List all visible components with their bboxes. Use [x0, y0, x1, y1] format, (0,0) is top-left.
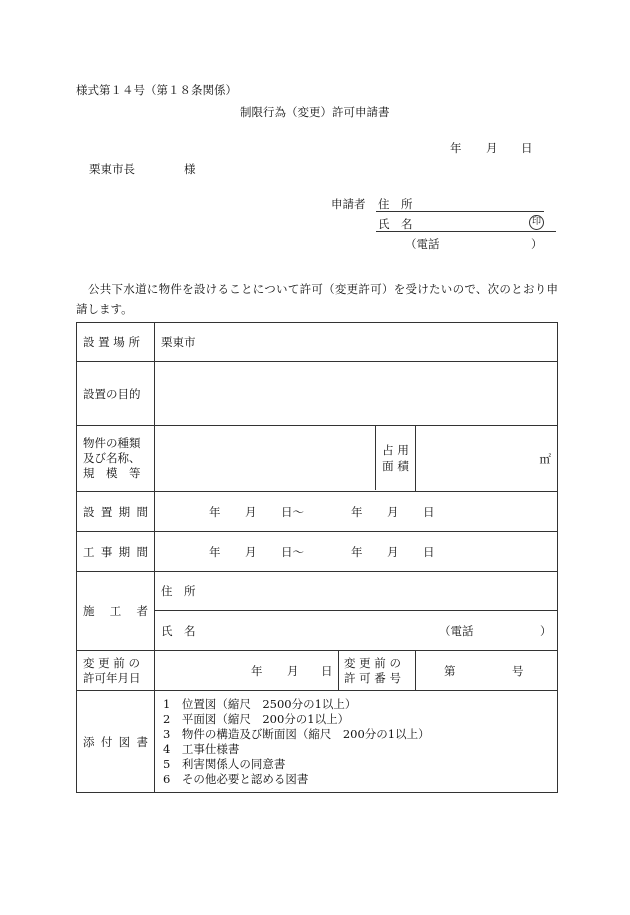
area-label-line-2: 面 積	[382, 459, 409, 473]
row-work-period	[77, 532, 558, 572]
install-to-month: 月	[387, 505, 399, 519]
row-location	[77, 323, 558, 362]
object-label-line-2: 及び名称、	[83, 451, 141, 465]
prior-date-year: 年	[251, 664, 263, 678]
prior-number-value	[416, 651, 558, 691]
work-to-month: 月	[387, 545, 399, 559]
row-contractor-address	[77, 572, 558, 611]
contractor-name-cell	[155, 611, 558, 651]
prior-number-suffix: 号	[512, 664, 524, 678]
attachment-item: 5 利害関係人の同意書	[163, 757, 286, 771]
prior-date-month: 月	[287, 664, 299, 678]
prior-number-prefix: 第	[444, 664, 456, 678]
attachment-item: 1 位置図（縮尺 2500分の1以上）	[163, 697, 357, 711]
row-object	[77, 426, 558, 492]
area-unit: ㎡	[539, 452, 551, 466]
contractor-address: 住 所	[155, 572, 558, 611]
form-number: 様式第１４号（第１８条関係）	[76, 83, 237, 97]
install-period-label: 設 置 期 間	[77, 492, 155, 532]
prior-number-label-line-2: 許 可 番 号	[344, 670, 401, 685]
seal-mark: 印	[529, 215, 544, 230]
install-from-month: 月	[245, 505, 257, 519]
location-value: 栗東市	[155, 323, 558, 362]
work-from-month: 月	[245, 545, 257, 559]
purpose-label: 設置の目的	[77, 362, 155, 426]
object-label-line-1: 物件の種類	[83, 436, 141, 450]
row-install-period	[77, 492, 558, 532]
applicant-label: 申請者	[331, 197, 366, 211]
attachment-item: 3 物件の構造及び断面図（縮尺 200分の1以上）	[163, 727, 430, 741]
area-value	[416, 426, 558, 492]
attachment-item: 2 平面図（縮尺 200分の1以上）	[163, 712, 350, 726]
object-label-line-3: 規 模 等	[83, 466, 141, 480]
date-month: 月	[486, 141, 498, 155]
date-day: 日	[521, 141, 533, 155]
attachment-item: 6 その他必要と認める図書	[163, 772, 309, 786]
application-table	[76, 322, 558, 793]
prior-date-label-line-1: 変 更 前 の	[83, 655, 140, 670]
prior-date-label-line-2: 許可年月日	[83, 670, 141, 685]
applicant-phone-open: （電話	[405, 237, 440, 251]
work-period-value	[155, 532, 558, 572]
date-year: 年	[450, 141, 462, 155]
attachments-list	[155, 691, 558, 793]
applicant-address-line	[376, 211, 544, 212]
work-period-label: 工 事 期 間	[77, 532, 155, 572]
applicant-name-label: 氏 名	[378, 217, 413, 231]
area-label-line-1: 占 用	[382, 443, 409, 457]
addressee-honorific: 様	[184, 162, 196, 176]
addressee-name: 栗東市長	[89, 162, 135, 176]
applicant-address-label: 住 所	[378, 197, 413, 211]
contractor-phone-close: ）	[540, 624, 552, 638]
contractor-name-label: 氏 名	[161, 624, 196, 638]
purpose-value	[155, 362, 558, 426]
prior-date-value	[155, 651, 339, 691]
install-period-value	[155, 492, 558, 532]
prior-number-label-line-1: 変 更 前 の	[344, 655, 401, 670]
prior-date-label	[77, 651, 155, 691]
contractor-label: 施 工 者	[77, 572, 155, 651]
work-to-year: 年	[351, 545, 363, 559]
attachment-item: 4 工事仕様書	[163, 742, 240, 756]
install-to-day: 日	[423, 505, 435, 519]
prior-number-label	[339, 651, 416, 691]
prior-date-day: 日	[321, 664, 333, 678]
intro-text: 公共下水道に物件を設けることについて許可（変更許可）を受けたいので、次のとおり申請します。	[76, 282, 558, 316]
location-label: 設 置 場 所	[77, 323, 155, 362]
work-from-day: 日～	[281, 545, 304, 559]
object-value	[155, 426, 416, 492]
area-label	[375, 426, 415, 490]
work-to-day: 日	[423, 545, 435, 559]
attachments-label: 添 付 図 書	[77, 691, 155, 793]
install-from-day: 日～	[281, 505, 304, 519]
install-to-year: 年	[351, 505, 363, 519]
form-title: 制限行為（変更）許可申請書	[240, 105, 390, 119]
install-from-year: 年	[209, 505, 221, 519]
contractor-phone-open: （電話	[439, 624, 474, 638]
applicant-name-line	[376, 231, 556, 232]
work-from-year: 年	[209, 545, 221, 559]
row-attachments	[77, 691, 558, 793]
applicant-phone-close: ）	[531, 237, 543, 251]
row-prior-permit	[77, 651, 558, 691]
row-purpose	[77, 362, 558, 426]
object-label	[77, 426, 155, 492]
